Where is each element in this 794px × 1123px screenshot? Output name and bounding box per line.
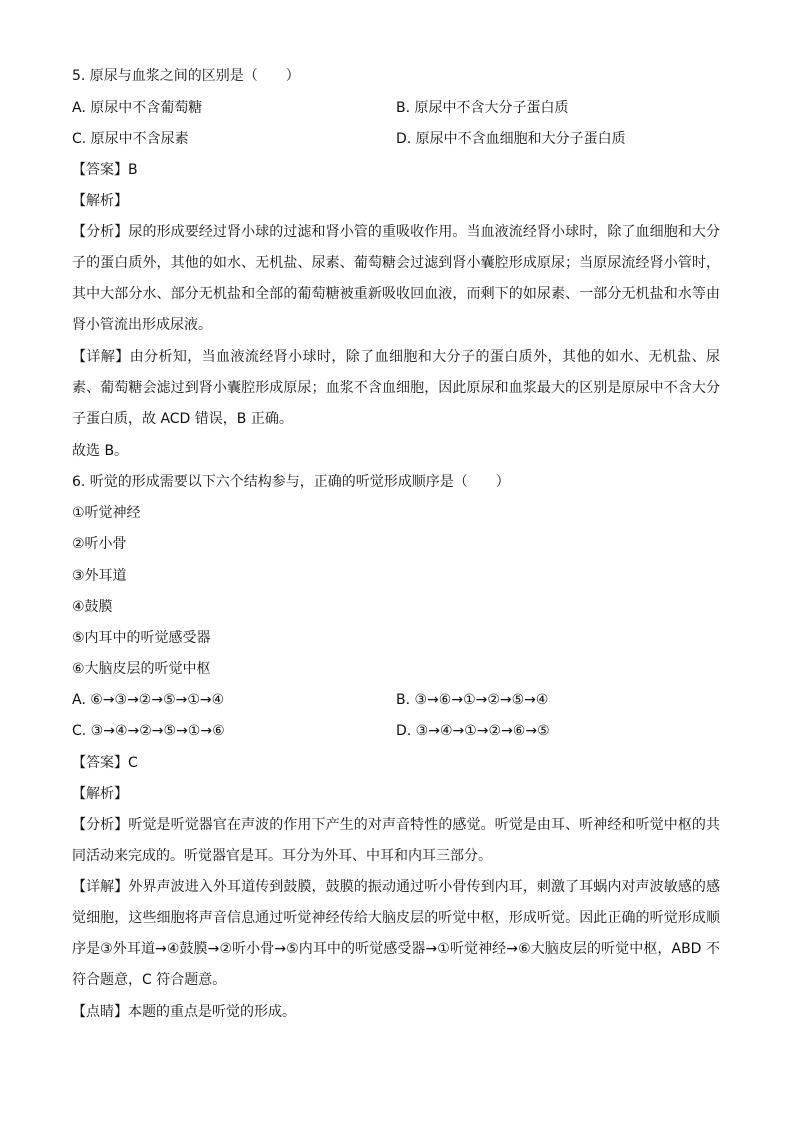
q6-option-d: D. ③→④→①→②→⑥→⑤ [396, 723, 550, 739]
q5-analysis-tag: 【解析】 [72, 193, 128, 209]
q6-item-3: ③外耳道 [72, 568, 127, 584]
q6-dianjing [72, 1002, 296, 1022]
answer-tag: 【答案】 [72, 162, 128, 178]
fenxi-tag: 【分析】 [72, 817, 129, 833]
q5-option-a: A. 原尿中不含葡萄糖 [72, 100, 203, 116]
xiangjie-text: 由分析知，当血液流经肾小球时，除了血细胞和大分子的蛋白质外，其他的如水、无机盐、尿素、葡萄糖会滤过到肾小囊腔形成原尿；血浆不含血细胞，因此原尿和血浆最大的区别是原尿中不含大分子蛋白质，故 ACD 错误，B 正确。 [72, 349, 721, 427]
q6-item-1: ①听觉神经 [72, 505, 141, 521]
fenxi-tag: 【分析】 [72, 224, 129, 240]
q6-item-5: ⑤内耳中的听觉感受器 [72, 630, 211, 646]
q5-option-d: D. 原尿中不含血细胞和大分子蛋白质 [396, 131, 626, 147]
dianjing-text: 本题的重点是听觉的形成。 [128, 1004, 296, 1020]
xiangjie-tag: 【详解】 [72, 349, 130, 365]
xiangjie-tag: 【详解】 [72, 879, 129, 895]
q6-analysis-tag: 【解析】 [72, 786, 128, 802]
q6-xiangjie [72, 872, 720, 996]
q6-item-6: ⑥大脑皮层的听觉中枢 [72, 661, 211, 677]
fenxi-text: 听觉是听觉器官在声波的作用下产生的对声音特性的感觉。听觉是由耳、听神经和听觉中枢的共同活动来完成的。听觉器官是耳。耳分为外耳、中耳和内耳三部分。 [72, 817, 721, 864]
q5-option-b: B. 原尿中不含大分子蛋白质 [396, 100, 569, 116]
q6-fenxi [72, 810, 720, 872]
fenxi-text: 尿的形成要经过肾小球的过滤和肾小管的重吸收作用。当血液流经肾小球时，除了血细胞和大分子的蛋白质外，其他的如水、无机盐、尿素、葡萄糖会过滤到肾小囊腔形成原尿；当原尿流经肾小管时，其中大部分水、部分无机盐和全部的葡萄糖被重新吸收回血液，而剩下的如尿素、一部分无机盐和水等由肾小管流出形成尿液。 [72, 224, 721, 333]
q6-stem: 6. 听觉的形成需要以下六个结构参与，正确的听觉形成顺序是（ ） [72, 474, 510, 490]
q6-answer [72, 753, 138, 773]
q5-stem: 5. 原尿与血浆之间的区别是（ ） [72, 68, 300, 84]
q5-option-c: C. 原尿中不含尿素 [72, 131, 189, 147]
q6-option-b: B. ③→⑥→①→②→⑤→④ [396, 692, 549, 708]
dianjing-tag: 【点睛】 [72, 1004, 128, 1020]
q5-conclusion: 故选 B。 [72, 443, 129, 459]
q6-item-2: ②听小骨 [72, 536, 127, 552]
q5-answer [72, 160, 138, 180]
answer-value: B [128, 162, 138, 178]
q6-option-c: C. ③→④→②→⑤→①→⑥ [72, 723, 225, 739]
answer-value: C [128, 755, 138, 771]
q5-xiangjie [72, 342, 720, 435]
q5-fenxi [72, 217, 720, 341]
q6-option-a: A. ⑥→③→②→⑤→①→④ [72, 692, 225, 708]
answer-tag: 【答案】 [72, 755, 128, 771]
q6-item-4: ④鼓膜 [72, 599, 113, 615]
xiangjie-text: 外界声波进入外耳道传到鼓膜，鼓膜的振动通过听小骨传到内耳，刺激了耳蜗内对声波敏感的感觉细胞，这些细胞将声音信息通过听觉神经传给大脑皮层的听觉中枢，形成听觉。因此正确的听觉形成顺序是③外耳道→④鼓膜→②听小骨→⑤内耳中的听觉感受器→①听觉神经→⑥大脑皮层的听觉中枢，ABD 不符合题意，C 符合题意。 [72, 879, 721, 988]
